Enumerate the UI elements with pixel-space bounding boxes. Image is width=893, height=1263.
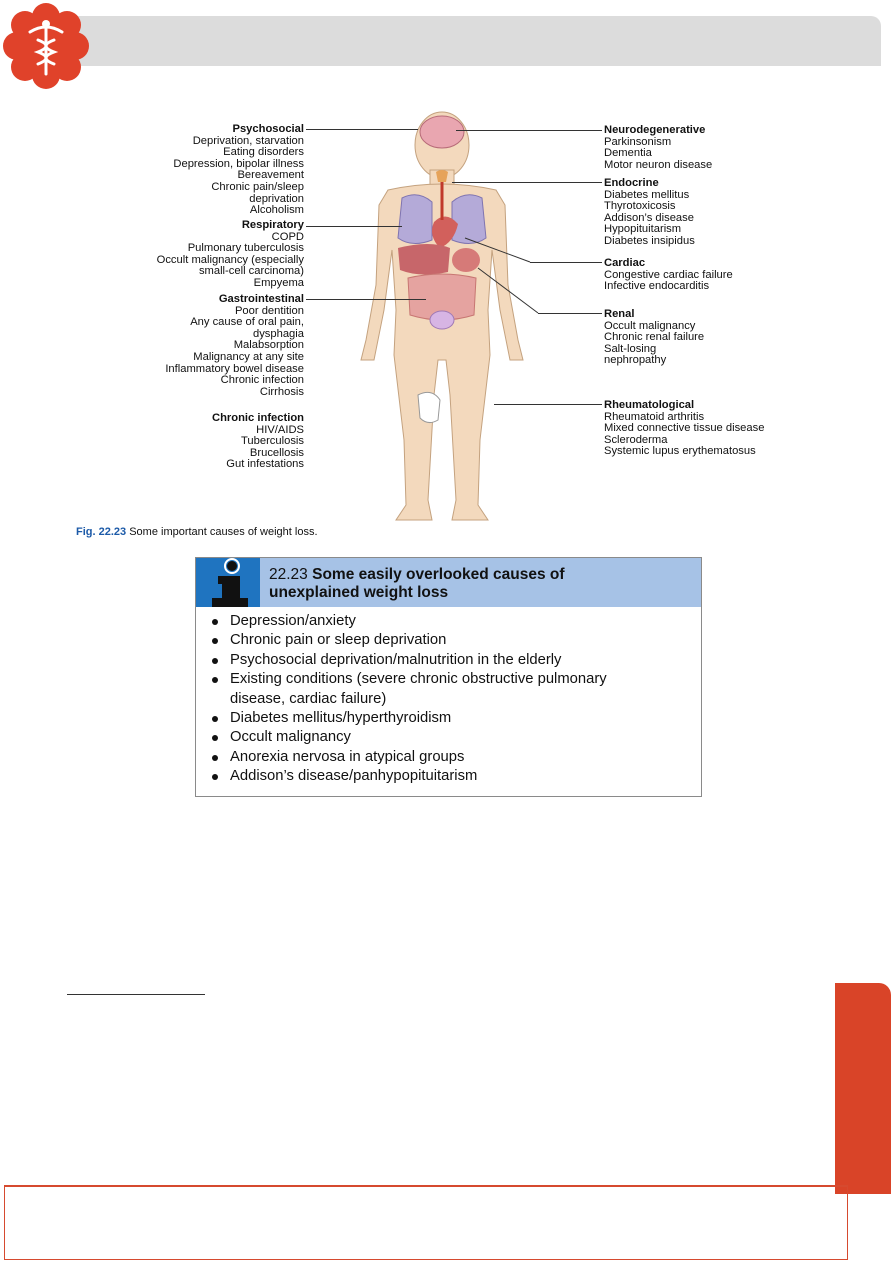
group-item: dysphagia	[252, 327, 304, 340]
group-item: Diabetes mellitus	[604, 188, 690, 201]
group-item: Rheumatoid arthritis	[604, 410, 705, 423]
group-item: Mixed connective tissue disease	[604, 422, 765, 435]
list-item: Diabetes mellitus/hyperthyroidism	[208, 709, 607, 728]
list-item: Addison’s disease/panhypopituitarism	[208, 767, 607, 786]
group-item: Deprivation, starvation	[192, 134, 304, 147]
group-item: Systemic lupus erythematosus	[604, 445, 756, 458]
medical-caduceus-logo-icon	[0, 0, 92, 92]
info-box-header	[196, 558, 701, 607]
figure-caption	[76, 526, 318, 538]
list-item: Occult malignancy	[208, 728, 607, 747]
group-heading: Psychosocial	[232, 123, 304, 135]
group-item: Pulmonary tuberculosis	[187, 242, 304, 255]
group-item: Salt-losing	[604, 342, 657, 355]
list-item: Depression/anxiety	[208, 612, 607, 631]
group-item: Depression, bipolar illness	[173, 157, 304, 170]
info-box-list	[208, 612, 607, 787]
group-item: Gut infestations	[226, 458, 304, 471]
group-item: Occult malignancy	[604, 319, 696, 332]
group-item: Motor neuron disease	[604, 158, 713, 171]
figure-caption-text: Some important causes of weight loss.	[129, 526, 318, 538]
group-item: Eating disorders	[223, 146, 304, 159]
weight-loss-figure	[60, 110, 830, 530]
group-item: Alcoholism	[249, 204, 304, 217]
section-underline	[67, 994, 205, 995]
list-item: Chronic pain or sleep deprivation	[208, 631, 607, 650]
group-item: nephropathy	[604, 354, 667, 367]
group-heading: Gastrointestinal	[218, 293, 304, 305]
group-heading: Rheumatological	[604, 399, 695, 411]
group-item: Parkinsonism	[604, 135, 672, 148]
group-item: Dementia	[604, 147, 652, 160]
group-item: Chronic pain/sleep	[211, 180, 304, 193]
footer-box	[4, 1185, 848, 1260]
group-heading: Chronic infection	[212, 412, 304, 424]
group-item: Congestive cardiac failure	[604, 268, 733, 281]
info-icon	[196, 558, 260, 607]
group-item: Malabsorption	[233, 339, 304, 352]
group-item: Diabetes insipidus	[604, 234, 695, 247]
info-box-number: 22.23	[269, 566, 308, 583]
group-item: Chronic renal failure	[604, 331, 705, 344]
group-item: Empyema	[253, 276, 304, 289]
group-item: Poor dentition	[234, 304, 304, 317]
group-item: Occult malignancy (especially	[156, 253, 304, 266]
group-item: Any cause of oral pain,	[190, 316, 304, 329]
group-item: Thyrotoxicosis	[604, 200, 676, 213]
group-item: Brucellosis	[249, 446, 304, 459]
group-item: Tuberculosis	[240, 435, 304, 448]
group-heading: Neurodegenerative	[604, 124, 706, 136]
leader-diagonals	[60, 110, 830, 530]
info-box-title-line2: unexplained weight loss	[269, 584, 449, 601]
group-item: Malignancy at any site	[193, 350, 304, 363]
page-header-bar	[62, 16, 881, 66]
info-box-title-line1: Some easily overlooked causes of	[312, 566, 565, 583]
list-item: Anorexia nervosa in atypical groups	[208, 748, 607, 767]
info-box-title	[269, 566, 565, 602]
group-heading: Renal	[604, 308, 635, 320]
figure-caption-number: Fig. 22.23	[76, 526, 127, 538]
group-item: small-cell carcinoma)	[198, 265, 304, 278]
list-item: Existing conditions (severe chronic obstructive pulmonary	[208, 670, 607, 689]
group-item: HIV/AIDS	[256, 423, 304, 436]
group-item: Hypopituitarism	[604, 223, 682, 236]
group-item: Addison’s disease	[604, 211, 694, 224]
group-heading: Endocrine	[604, 177, 659, 189]
group-item: Chronic infection	[220, 374, 304, 387]
group-heading: Respiratory	[241, 219, 304, 231]
group-item: Bereavement	[237, 169, 304, 182]
list-item-continuation: disease, cardiac failure)	[230, 690, 387, 707]
group-item: Cirrhosis	[259, 385, 304, 398]
group-item: COPD	[271, 230, 304, 243]
list-item: Psychosocial deprivation/malnutrition in the elderly	[208, 651, 607, 670]
group-item: Inflammatory bowel disease	[165, 362, 304, 375]
group-item: deprivation	[249, 192, 304, 205]
group-item: Infective endocarditis	[604, 280, 710, 293]
chapter-side-tab	[835, 983, 891, 1194]
group-item: Scleroderma	[604, 433, 668, 446]
info-box	[195, 557, 702, 797]
group-heading: Cardiac	[604, 257, 646, 269]
